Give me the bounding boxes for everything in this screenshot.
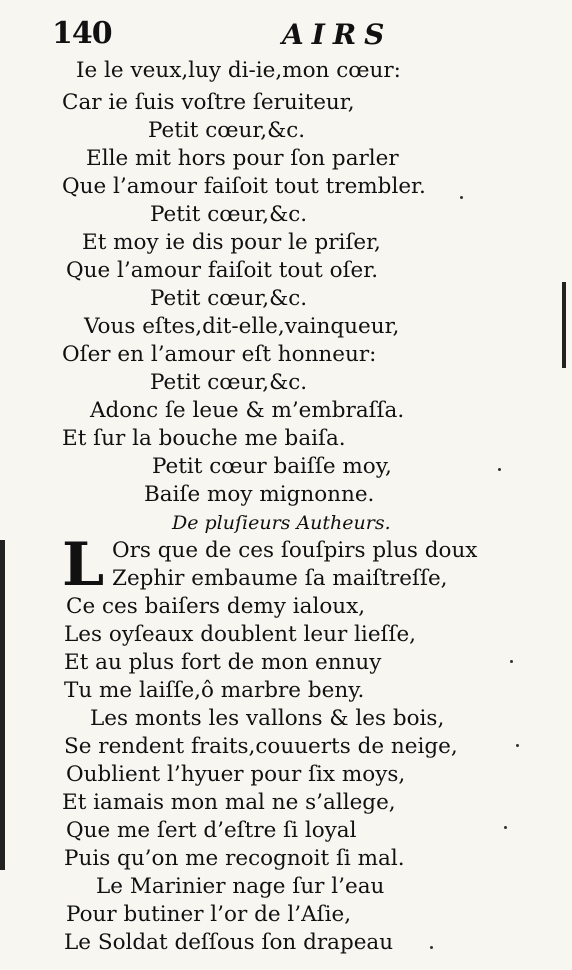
verse-line: Oublient l’hyuer pour ſix moys, (66, 762, 406, 787)
ink-speck (498, 468, 501, 471)
verse-line: Et moy ie dis pour le priſer, (82, 230, 381, 255)
verse-line: Les oyſeaux doublent leur lieſſe, (64, 622, 417, 647)
page-number: 140 (52, 16, 112, 51)
verse-line: Tu me laiſſe,ô marbre beny. (64, 678, 365, 703)
page-header (52, 14, 412, 54)
refrain-line: Baiſe moy mignonne. (144, 482, 375, 507)
verse-line: Pour butiner l’or de l’Aſie, (66, 902, 352, 927)
verse-line: Ie le veux,luy di-ie,mon cœur: (76, 58, 401, 83)
verse-line: Ors que de ces ſouſpirs plus doux (112, 538, 478, 563)
verse-line: Adonc ſe leue & m’embraſſa. (90, 398, 405, 423)
refrain-line: Petit cœur,&c. (148, 118, 306, 143)
ink-speck (430, 946, 433, 949)
refrain-line: Petit cœur,&c. (150, 370, 308, 395)
verse-line: Vous eſtes,dit-elle,vainqueur, (84, 314, 400, 339)
verse-line: Zephir embaume ſa maiſtreſſe, (112, 566, 448, 591)
ink-speck (460, 196, 463, 199)
verse-line: Car ie ſuis voſtre ſeruiteur, (62, 90, 355, 115)
section-attribution: De pluſieurs Autheurs. (172, 512, 391, 534)
margin-mark (562, 282, 566, 368)
verse-line: Que l’amour faiſoit tout oſer. (66, 258, 379, 283)
verse-line: Que me ſert d’eſtre ſi loyal (66, 818, 357, 843)
ink-speck (516, 744, 519, 747)
binding-edge (0, 540, 5, 870)
verse-line: Et iamais mon mal ne s’allege, (62, 790, 396, 815)
verse-line: Elle mit hors pour ſon parler (86, 146, 399, 171)
drop-cap: L (62, 530, 105, 600)
verse-line: Le Soldat deſſous ſon drapeau (64, 930, 394, 955)
verse-line: Que l’amour faiſoit tout trembler. (62, 174, 426, 199)
refrain-line: Petit cœur baiſſe moy, (152, 454, 392, 479)
verse-line: Ce ces baiſers demy ialoux, (66, 594, 366, 619)
verse-line: Puis qu’on me recognoit ſi mal. (64, 846, 405, 871)
verse-line: Oſer en l’amour eſt honneur: (62, 342, 377, 367)
verse-line: Les monts les vallons & les bois, (90, 706, 445, 731)
ink-speck (510, 660, 513, 663)
verse-line: Et ſur la bouche me baiſa. (62, 426, 346, 451)
refrain-line: Petit cœur,&c. (150, 286, 308, 311)
running-title: AIRS (282, 18, 393, 51)
refrain-line: Petit cœur,&c. (150, 202, 308, 227)
ink-speck (504, 826, 507, 829)
verse-line: Se rendent fraits,couuerts de neige, (64, 734, 458, 759)
verse-line: Le Marinier nage ſur l’eau (96, 874, 385, 899)
verse-line: Et au plus fort de mon ennuy (64, 650, 382, 675)
